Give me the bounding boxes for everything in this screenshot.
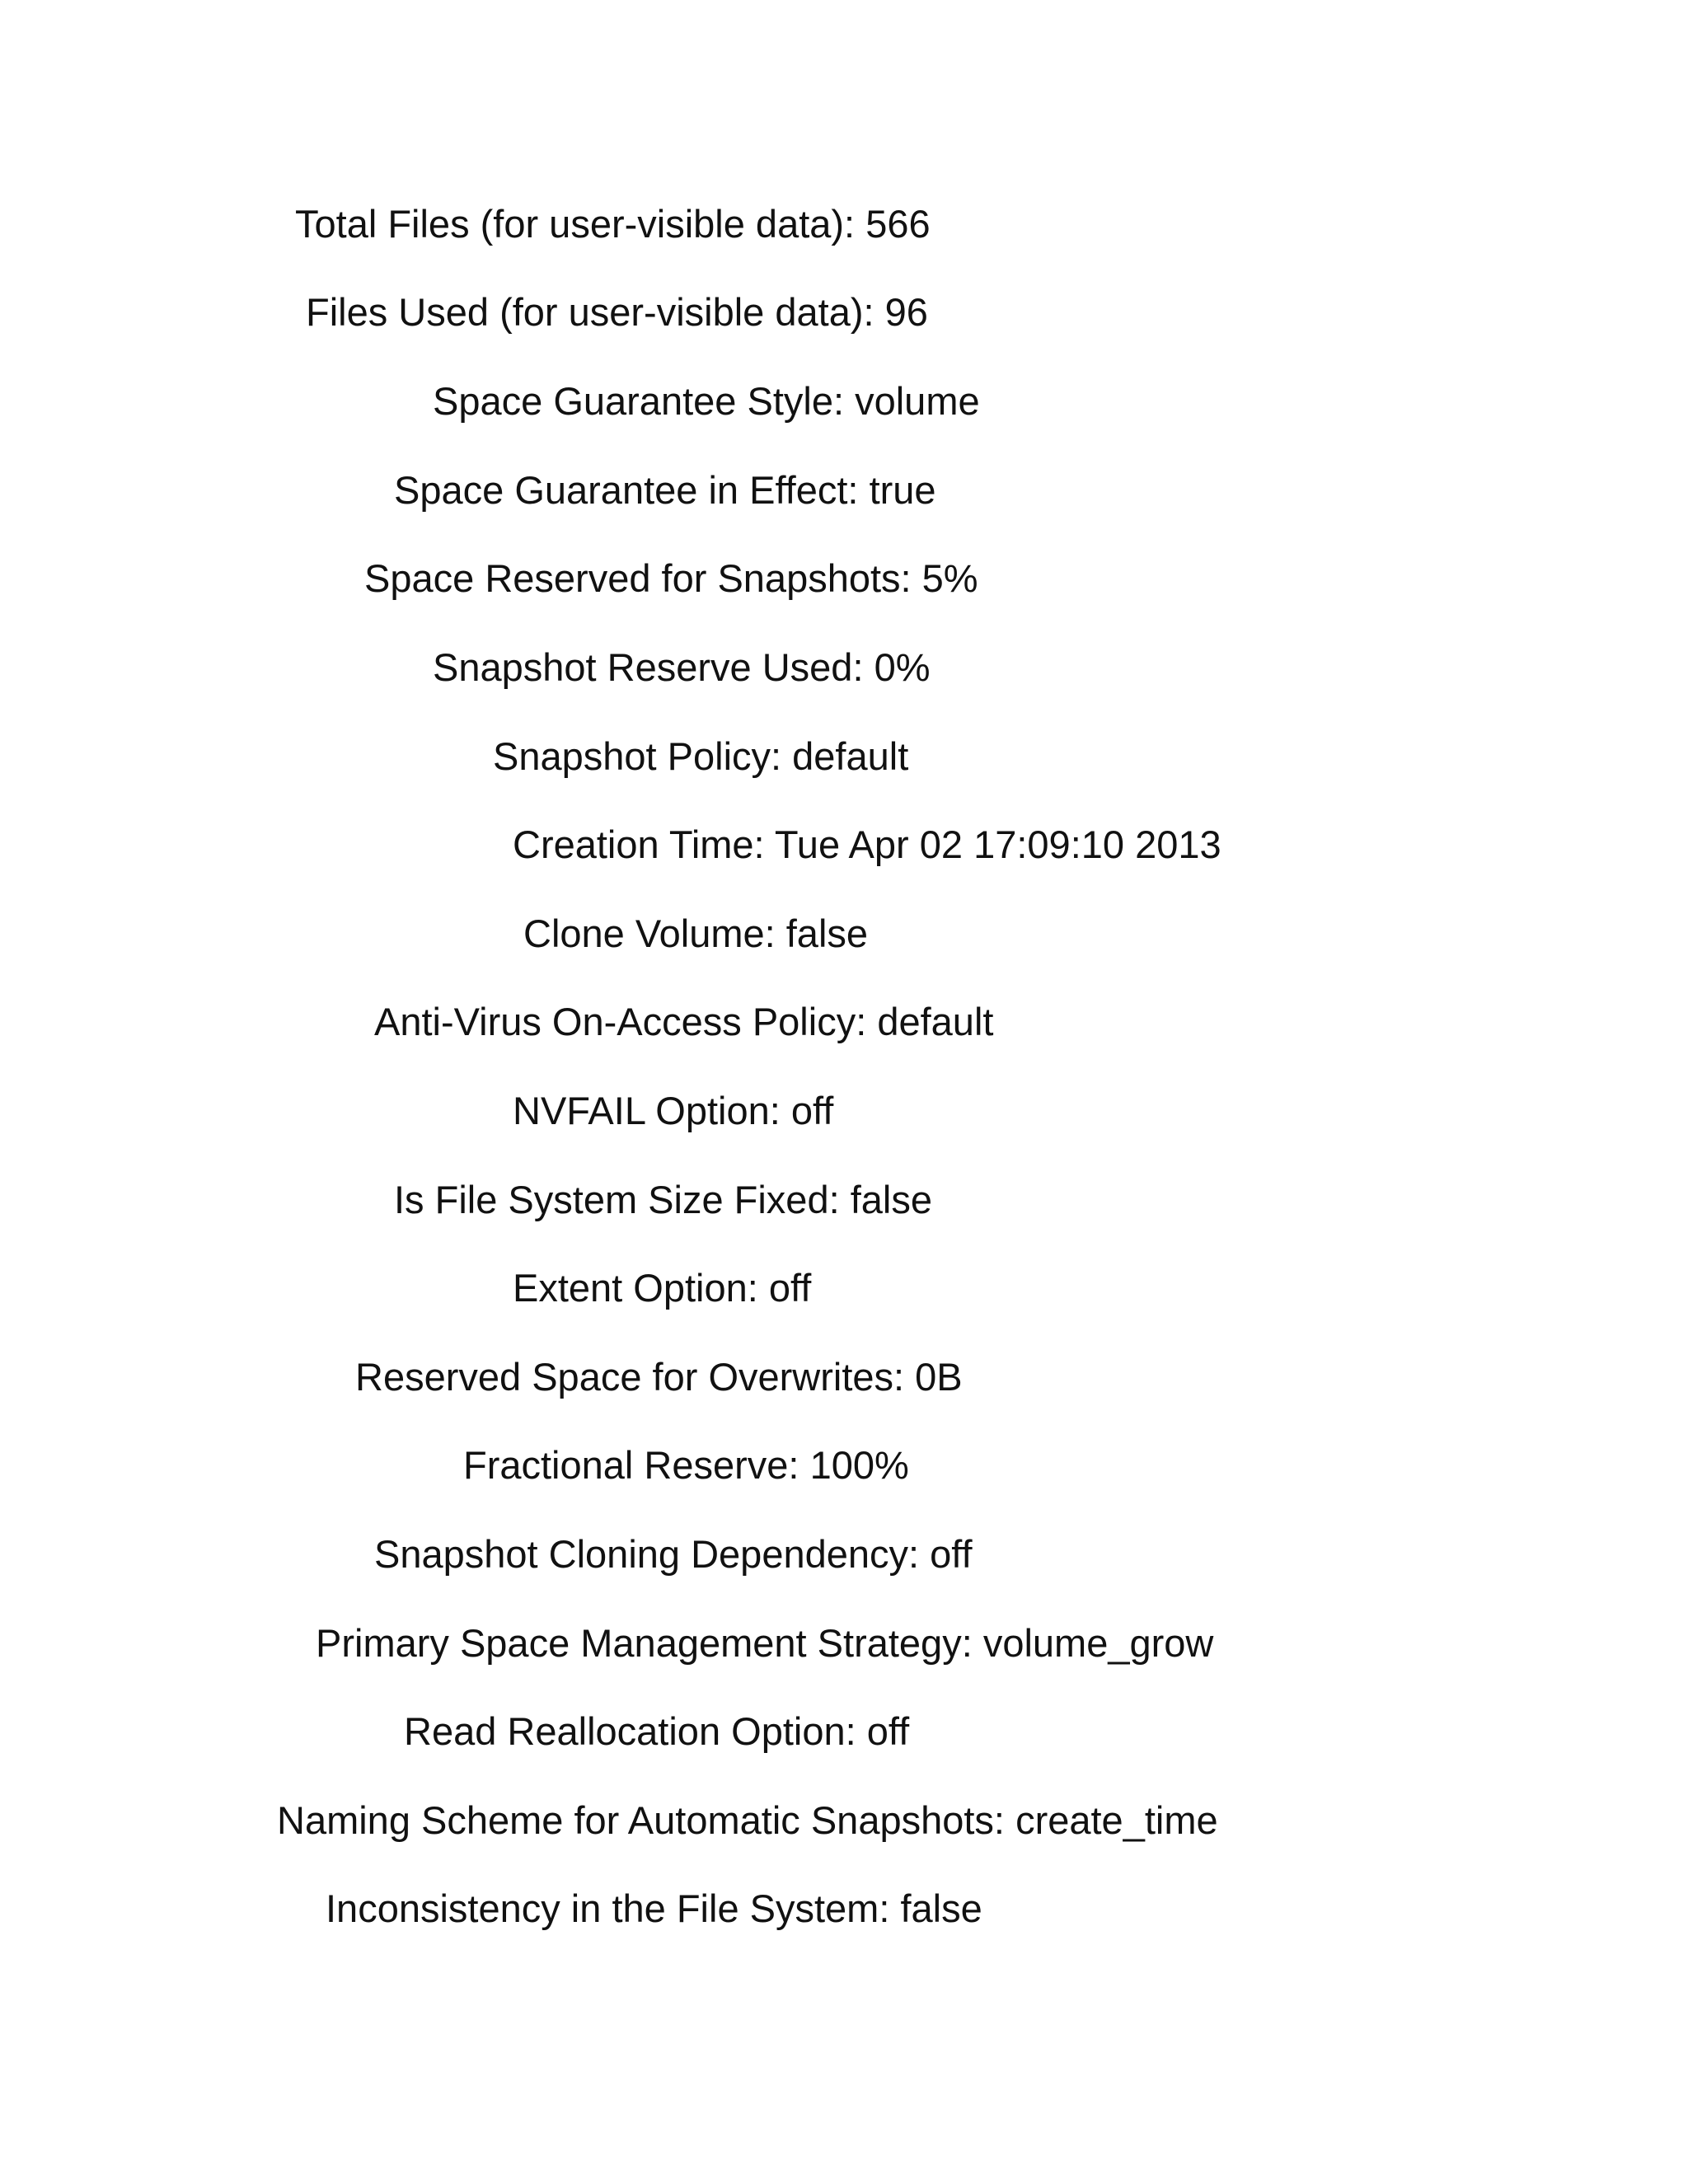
field-value: 566 <box>865 202 931 246</box>
field-label: Read Reallocation Option: <box>404 1709 856 1753</box>
field-value: false <box>900 1886 982 1930</box>
field-value: 96 <box>884 290 928 334</box>
field-value: off <box>790 1089 834 1132</box>
field-nvfail-option <box>513 1086 833 1136</box>
field-label: Extent Option: <box>513 1266 758 1310</box>
field-clone-volume <box>523 909 868 958</box>
field-value: off <box>930 1532 973 1576</box>
field-primary-space-management-strategy <box>316 1619 1213 1668</box>
field-value: false <box>850 1178 932 1221</box>
field-file-system-size-fixed <box>394 1175 932 1225</box>
field-value: 100% <box>809 1443 909 1487</box>
field-label: Snapshot Cloning Dependency: <box>374 1532 920 1576</box>
field-value: volume_grow <box>982 1621 1214 1665</box>
field-value: false <box>785 912 869 955</box>
field-inconsistency-in-file-system <box>326 1884 982 1933</box>
field-total-files <box>295 199 931 249</box>
field-fractional-reserve <box>463 1441 909 1490</box>
field-label: Total Files (for user-visible data): <box>295 202 856 246</box>
field-extent-option <box>513 1263 811 1313</box>
field-value: 0B <box>915 1355 963 1399</box>
field-label: Fractional Reserve: <box>463 1443 799 1487</box>
field-label: Anti-Virus On-Access Policy: <box>374 1000 867 1043</box>
field-label: Space Guarantee Style: <box>433 379 845 423</box>
field-snapshot-policy <box>493 732 908 781</box>
field-value: 0% <box>874 645 931 689</box>
field-space-guarantee-style <box>433 377 980 426</box>
field-label: NVFAIL Option: <box>513 1089 781 1132</box>
field-value: 5% <box>921 556 978 600</box>
field-label: Clone Volume: <box>523 912 776 955</box>
field-snapshot-cloning-dependency <box>374 1530 973 1579</box>
field-reserved-space-for-overwrites <box>355 1352 963 1402</box>
field-label: Creation Time: <box>513 823 765 866</box>
field-label: Primary Space Management Strategy: <box>316 1621 973 1665</box>
field-label: Space Guarantee in Effect: <box>394 468 859 512</box>
field-value: default <box>877 1000 994 1043</box>
field-read-reallocation-option <box>404 1707 909 1756</box>
field-value: default <box>792 734 909 778</box>
field-label: Is File System Size Fixed: <box>394 1178 840 1221</box>
field-label: Files Used (for user-visible data): <box>306 290 874 334</box>
field-anti-virus-policy <box>374 997 993 1047</box>
field-label: Naming Scheme for Automatic Snapshots: <box>277 1798 1005 1842</box>
field-value: true <box>869 468 936 512</box>
field-value: off <box>768 1266 812 1310</box>
field-value: volume <box>855 379 980 423</box>
field-value: off <box>866 1709 910 1753</box>
field-space-guarantee-in-effect <box>394 466 936 515</box>
field-label: Snapshot Reserve Used: <box>433 645 864 689</box>
field-files-used <box>306 288 928 337</box>
field-label: Reserved Space for Overwrites: <box>355 1355 905 1399</box>
field-space-reserved-for-snapshots <box>364 554 978 603</box>
field-creation-time <box>513 820 1221 869</box>
field-label: Inconsistency in the File System: <box>326 1886 890 1930</box>
field-value: create_time <box>1015 1798 1218 1842</box>
field-value: Tue Apr 02 17:09:10 2013 <box>774 823 1221 866</box>
field-label: Snapshot Policy: <box>493 734 782 778</box>
field-label: Space Reserved for Snapshots: <box>364 556 912 600</box>
field-snapshot-reserve-used <box>433 643 931 692</box>
field-naming-scheme-automatic-snapshots <box>277 1796 1218 1845</box>
